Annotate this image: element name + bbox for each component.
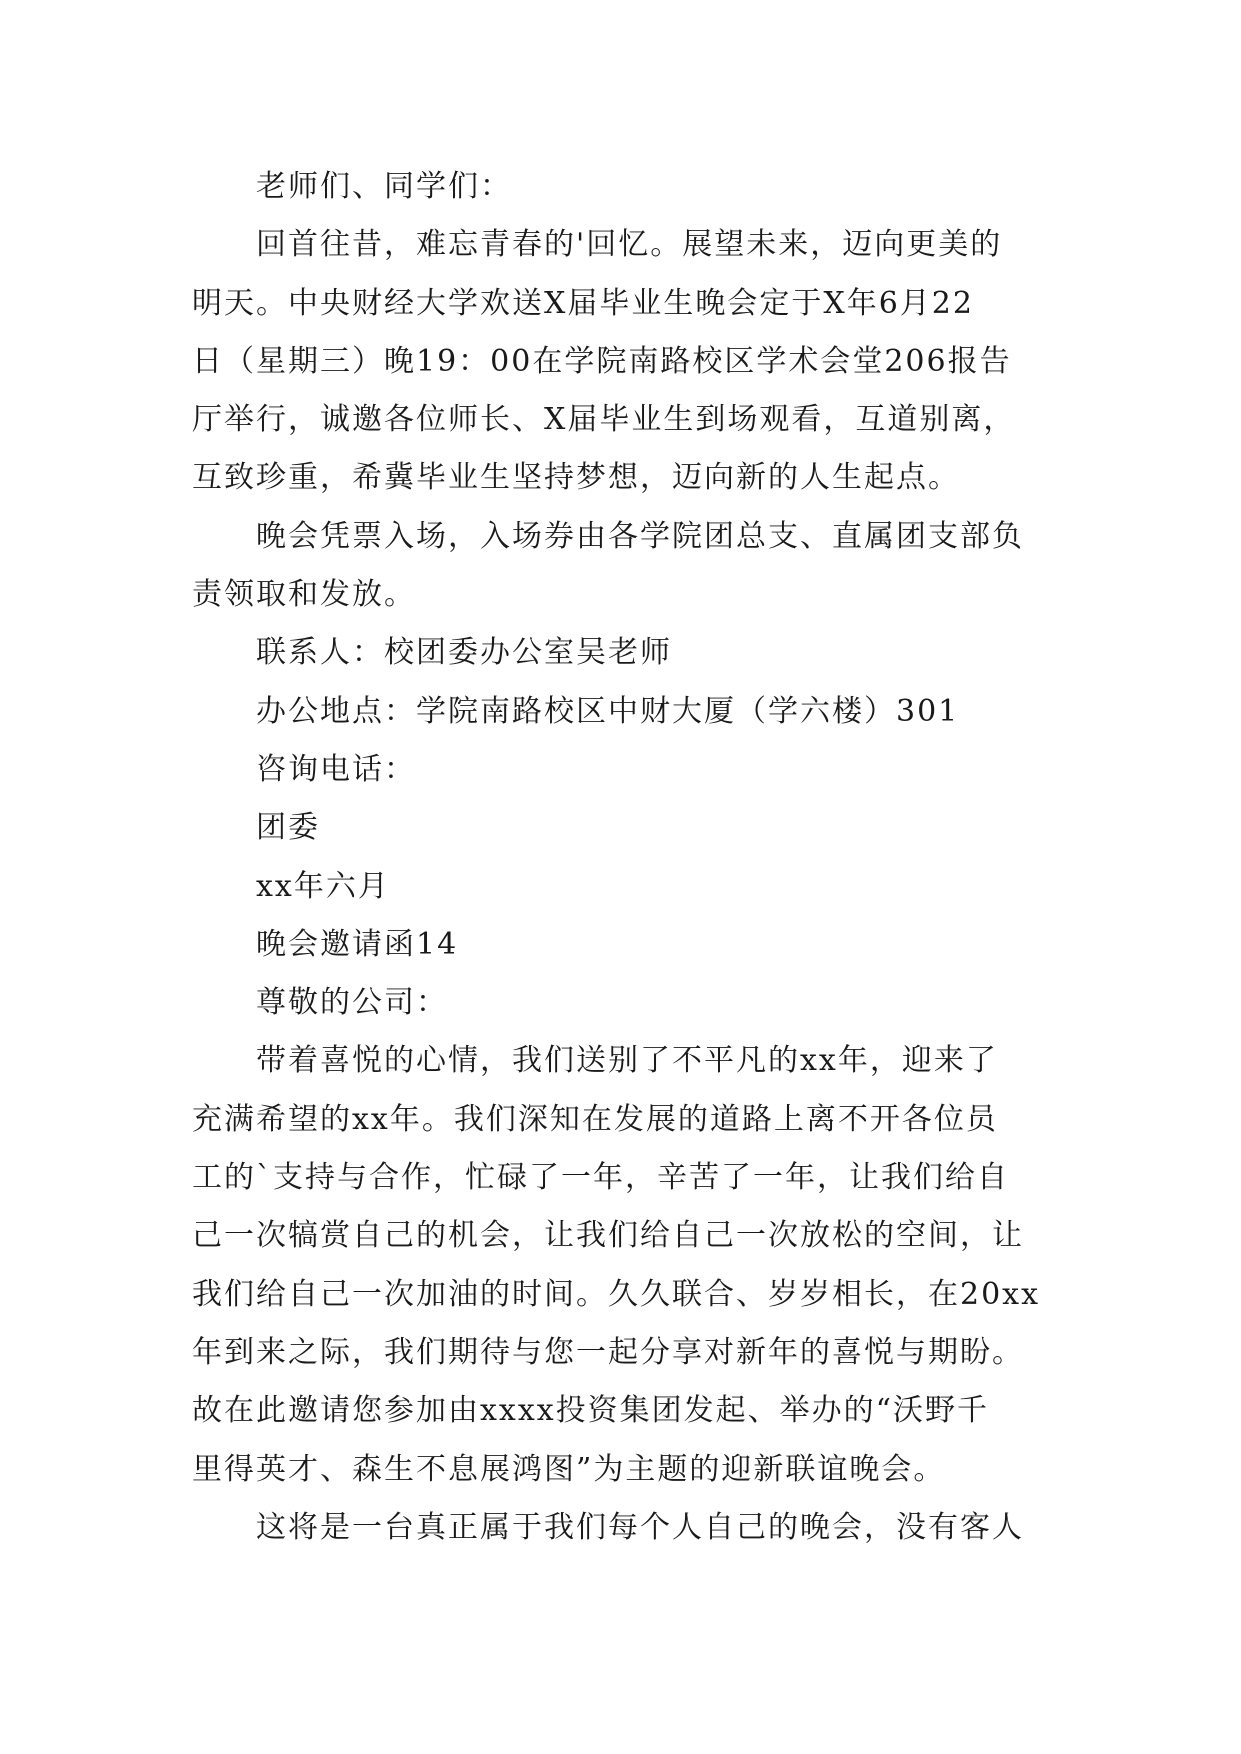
salutation-line: 尊敬的公司：	[256, 985, 448, 1021]
document-body	[192, 158, 1060, 1557]
office-line: 办公地点：学院南路校区中财大厦（学六楼）301	[256, 693, 960, 729]
office-location	[192, 683, 1060, 741]
section-title-line: 晚会邀请函14	[256, 926, 459, 962]
contact-person	[192, 624, 1060, 682]
contact-line: 联系人：校团委办公室吴老师	[256, 635, 672, 671]
text-line: 这将是一台真正属于我们每个人自己的晚会，没有客人	[256, 1509, 1024, 1545]
phone-info	[192, 741, 1060, 799]
salutation	[192, 974, 1060, 1032]
text-line: 责领取和发放。	[192, 577, 416, 613]
text-line: 互致珍重，希冀毕业生坚持梦想，迈向新的人生起点。	[192, 460, 960, 496]
text-line: 厅举行，诚邀各位师长、X届毕业生到场观看，互道别离，	[192, 402, 1016, 438]
text-line: 明天。中央财经大学欢送X届毕业生晚会定于X年6月22	[192, 285, 974, 321]
paragraph-party-description	[192, 1499, 1060, 1557]
text-line: 带着喜悦的心情，我们送别了不平凡的xx年，迎来了	[256, 1043, 998, 1079]
text-line: 充满希望的xx年。我们深知在发展的道路上离不开各位员	[192, 1101, 998, 1137]
greeting-line: 老师们、同学们：	[256, 169, 512, 204]
phone-line: 咨询电话：	[256, 751, 416, 787]
text-line: 年到来之际，我们期待与您一起分享对新年的喜悦与期盼。	[192, 1334, 1024, 1370]
text-line: 晚会凭票入场，入场券由各学院团总支、直属团支部负	[256, 518, 1024, 554]
text-line: 工的`支持与合作，忙碌了一年，辛苦了一年，让我们给自	[192, 1160, 1009, 1196]
organization	[192, 799, 1060, 857]
org-line: 团委	[256, 810, 320, 846]
greeting	[192, 158, 1060, 216]
section-title	[192, 916, 1060, 974]
date-line: xx年六月	[256, 868, 390, 904]
text-line: 己一次犒赏自己的机会，让我们给自己一次放松的空间，让	[192, 1218, 1024, 1254]
text-line: 日（星期三）晚19：00在学院南路校区学术会堂206报告	[192, 343, 1012, 379]
text-line: 回首往昔，难忘青春的'回忆。展望未来，迈向更美的	[256, 227, 1003, 263]
paragraph-newyear-invitation	[192, 1032, 1060, 1498]
date	[192, 858, 1060, 916]
paragraph-ticket-info	[192, 508, 1060, 625]
text-line: 故在此邀请您参加由xxxx投资集团发起、举办的“沃野千	[192, 1393, 990, 1429]
text-line: 里得英才、森生不息展鸿图”为主题的迎新联谊晚会。	[192, 1451, 946, 1487]
paragraph-graduation-announcement	[192, 216, 1060, 507]
text-line: 我们给自己一次加油的时间。久久联合、岁岁相长，在20xx	[192, 1276, 1041, 1312]
